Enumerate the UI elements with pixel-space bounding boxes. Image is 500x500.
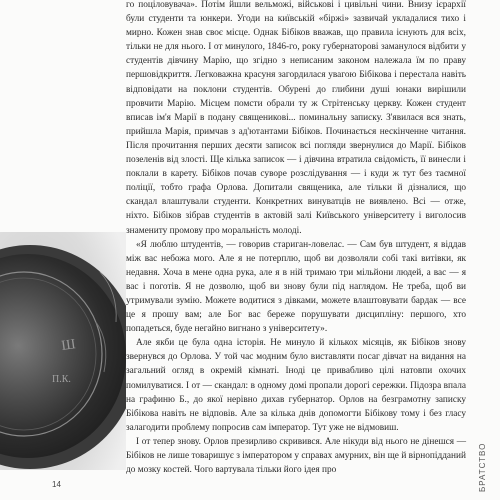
wax-seal-icon — [0, 232, 126, 470]
wax-seal-photo — [0, 232, 126, 470]
seal-text: П.К. — [52, 374, 71, 385]
paragraph: І от тепер знову. Орлов презирливо скривився. Але нікуди від нього не дінешся — Бібіков не лише товаришує з імператором у справах амурних, він ще й вірнопідданий до мозку костей. Чого вартувала тільки його ідея про — [126, 436, 466, 476]
body-text — [126, 0, 466, 477]
paragraph: Але якби це була одна історія. Не минуло й кількох місяців, як Бібіков знову звернувся до Орлова. У той час модним було виставляти посаг дівчат на видання на загальний огляд в окремій кімнаті. Іноді це привабливо цілі натовпи охочих помилуватися. І от — скандал: в одному домі пропали дорогі сережки. Підозра впала на графиню Б., до якої нерівно дихав губернатор. Орлов на безграмотну записку Бібікова навіть не відповів. Але за кілька днів допомогти Бібікову тому і без гласу залагодити проблему попросив сам імператор. Тут уже не відмовиш. — [126, 338, 466, 433]
paragraph: го поціловувача». Потім йшли вельможі, військові і цивільні чини. Внизу ієрархії були студенти та юнкери. Угоди на київській «біржі» зазвичай укладалися тихо і мирно. Кожен знав своє місце. Однак Бібіков вважав, що правила існують для всіх, тільки не для нього. І от минулого, 1846-го, року губернаторові заманулося відбити у студентів дівчину Марію, що згідно з неписаним законом належала їм по праву першовідкриття. Легковажна красуня загордилася увагою Бібікова і перестала навіть відповідати на поклони студентів. Обурені до глибини душі юнаки вирішили провчити Марію. Місцем помсти обрали ту ж Стрітенську церкву. Кожен студент вписав ім'я Марії в подану священикові... поминальну записку. З'явилася вся знать, прийшла Марія, примчав з ад'ютантами Бібіков. Починається нескінченне читання. Після прочитання перших десяти записок всі погляди звернулися до Марії. Бібіков позеленів від злості. Ще кілька записок — і дівчина втратила свідомість, її винесли і поклали в карету. Бібіков почав суворе розслідування — і куди ж тут без таємної поліції, тобто графа Орлова. Допитали священика, але тільки й дізналися, що скандал влаштували студенти. Конкретних винуватців не виявлено. Всі — отже, ніхто. Бібіков зібрав студентів в актовій залі Київського університету і виголосив знамениту промову про моральність молоді. — [126, 0, 466, 236]
page-number: 14 — [52, 480, 61, 489]
paragraph: «Я люблю штудентів, — говорив стариган-ловелас. — Сам був штудент, я віддав між вас небожа мого. Але я не потерплю, щоб ви дозволяли собі такі витівки, як недавня. Хоча в мене одна рука, але я в ній тримаю три мільйони людей, а вас — я вас і поготів. Я не дозволю, щоб ви знову були під наглядом. Не треба, щоб ви утримували зумію. Можете водитися з дівками, можете влаштовувати бардак — все це я прошу вам; але Бог вас береже порушувати дисципліну: першого, хто попадеться, буде негайно вигнано з університету». — [126, 239, 466, 335]
section-label: БРАТСТВО — [478, 442, 487, 492]
svg-text:Ш: Ш — [60, 337, 77, 354]
